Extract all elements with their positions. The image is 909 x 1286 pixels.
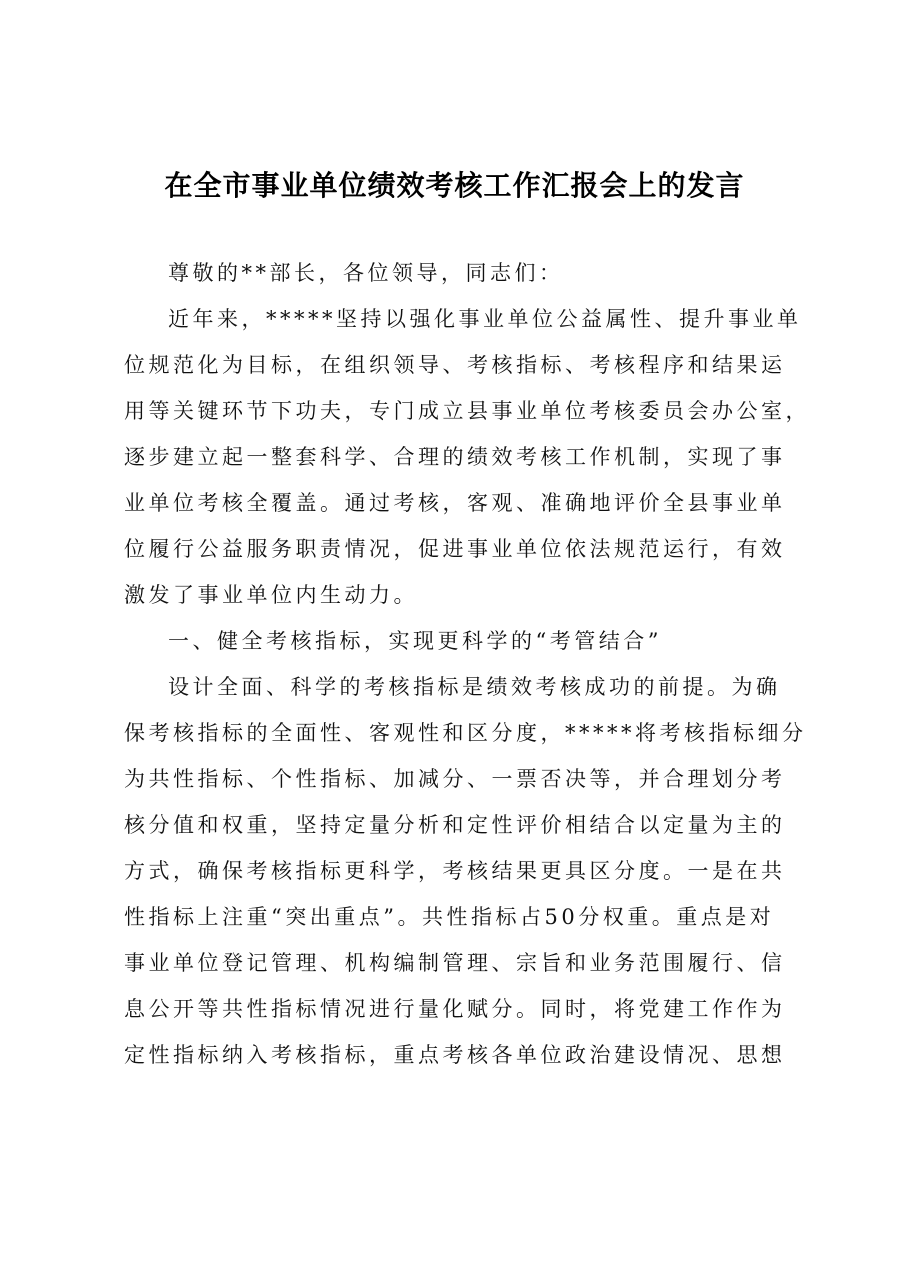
paragraph-line: 事业单位登记管理、机构编制管理、宗旨和业务范围履行、信 [124,951,786,975]
paragraph-line: 方式，确保考核指标更科学，考核结果更具区分度。一是在共 [124,859,786,883]
paragraph-line: 设计全面、科学的考核指标是绩效考核成功的前提。为确 [168,675,781,699]
paragraph-line: 保考核指标的全面性、客观性和区分度，*****将考核指标细分 [124,721,807,745]
paragraph-line: 性指标上注重“突出重点”。共性指标占50分权重。重点是对 [124,905,775,929]
document-body [124,250,810,1078]
salutation-line: 尊敬的**部长，各位领导，同志们： [168,261,564,285]
document-title: 在全市事业单位绩效考核工作汇报会上的发言 [164,169,745,202]
paragraph-line: 用等关键环节下功夫，专门成立县事业单位考核委员会办公室， [124,399,810,423]
section-heading: 一、健全考核指标，实现更科学的“考管结合” [168,629,662,653]
paragraph-line: 定性指标纳入考核指标，重点考核各单位政治建设情况、思想 [124,1043,786,1067]
paragraph-line: 激发了事业单位内生动力。 [124,583,418,607]
paragraph-line: 息公开等共性指标情况进行量化赋分。同时，将党建工作作为 [124,997,786,1021]
paragraph-line: 为共性指标、个性指标、加减分、一票否决等，并合理划分考 [124,767,786,791]
paragraph-line: 位规范化为目标，在组织领导、考核指标、考核程序和结果运 [124,353,786,377]
paragraph-line: 位履行公益服务职责情况，促进事业单位依法规范运行，有效 [124,537,786,561]
paragraph-line: 业单位考核全覆盖。通过考核，客观、准确地评价全县事业单 [124,491,786,515]
paragraph-line: 逐步建立起一整套科学、合理的绩效考核工作机制，实现了事 [124,445,786,469]
paragraph-line: 近年来，*****坚持以强化事业单位公益属性、提升事业单 [168,307,802,331]
paragraph-line: 核分值和权重，坚持定量分析和定性评价相结合以定量为主的 [124,813,786,837]
